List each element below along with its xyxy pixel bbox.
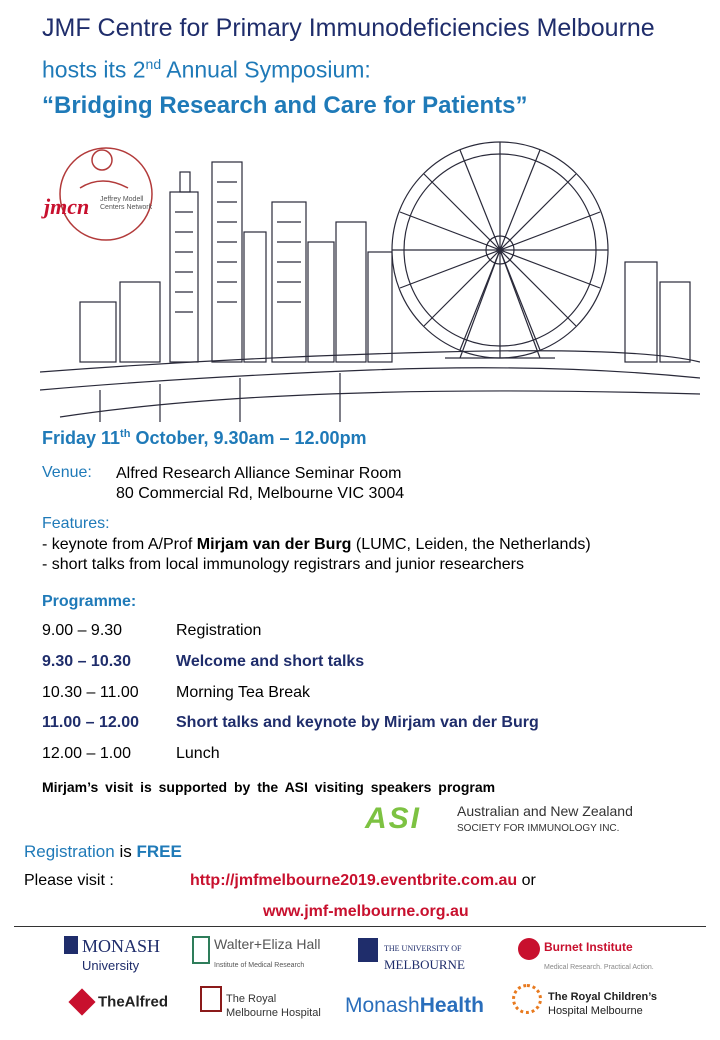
programme-row: 12.00 – 1.00 Lunch (42, 745, 220, 762)
programme-row: 9.30 – 10.30 Welcome and short talks (42, 653, 365, 670)
programme-row: 9.00 – 9.30 Registration (42, 622, 262, 639)
programme-row: 10.30 – 11.00 Morning Tea Break (42, 684, 310, 701)
wehi-logo: Walter+Eliza Hall Institute of Medical Research (192, 936, 320, 972)
monash-shield-icon (64, 936, 78, 954)
header-title: JMF Centre for Primary Immunodeficiencies Melbourne (42, 14, 655, 42)
feature-item: - keynote from A/Prof Mirjam van der Burg (LUMC, Leiden, the Netherlands) (42, 536, 591, 553)
jmcn-mark: jmcn (44, 194, 90, 219)
support-note: Mirjam’s visit is supported by the ASI visiting speakers program (42, 779, 496, 795)
alfred-diamond-icon (68, 988, 95, 1015)
rmh-crest-icon (200, 986, 222, 1012)
jmcn-globe-icon (44, 138, 164, 248)
monash-university-logo: MONASH University (64, 936, 160, 975)
burnet-circle-icon (518, 938, 540, 960)
eventbrite-link[interactable]: http://jmfmelbourne2019.eventbrite.com.au or (190, 872, 536, 889)
asi-logo (365, 800, 645, 842)
venue-label: Venue: (42, 464, 92, 481)
royal-childrens-hospital-logo: The Royal Children’s Hospital Melbourne (512, 984, 657, 1018)
registration-info: Registration is FREE (24, 842, 182, 861)
monash-health-logo: MonashHealth (345, 994, 484, 1017)
symposium-title: “Bridging Research and Care for Patients” (42, 92, 528, 119)
asi-line1: Australian and New Zealand (457, 803, 633, 819)
the-alfred-logo: TheAlfred (70, 990, 168, 1014)
rch-tree-icon (512, 984, 542, 1014)
jmcn-logo (44, 138, 164, 248)
features-label: Features: (42, 515, 110, 532)
features-list (42, 535, 591, 575)
unimelb-crest-icon (358, 938, 378, 962)
programme-label: Programme: (42, 593, 137, 610)
visit-label: Please visit : (24, 872, 114, 889)
header-subtitle: hosts its 2nd Annual Symposium: (42, 56, 371, 83)
venue-address: Alfred Research Alliance Seminar Room 80 Commercial Rd, Melbourne VIC 3004 (116, 465, 405, 502)
programme-row: 11.00 – 12.00 Short talks and keynote by Mirjam van der Burg (42, 714, 539, 731)
jmcn-text: Jeffrey Modell Centers Network (100, 196, 153, 211)
asi-line2: SOCIETY FOR IMMUNOLOGY INC. (457, 823, 620, 834)
royal-melbourne-hospital-logo: The Royal Melbourne Hospital (200, 986, 321, 1020)
burnet-institute-logo: Burnet Institute Medical Research. Practical Action. (518, 938, 654, 974)
divider (14, 926, 706, 927)
website-link[interactable]: www.jmf-melbourne.org.au (263, 903, 469, 920)
asi-mark: ASI (365, 802, 422, 835)
unimelb-logo: THE UNIVERSITY OF MELBOURNE (358, 938, 465, 974)
feature-item: - short talks from local immunology registrars and junior researchers (42, 556, 524, 573)
event-date: Friday 11th October, 9.30am – 12.00pm (42, 428, 367, 448)
wehi-shield-icon (192, 936, 210, 964)
